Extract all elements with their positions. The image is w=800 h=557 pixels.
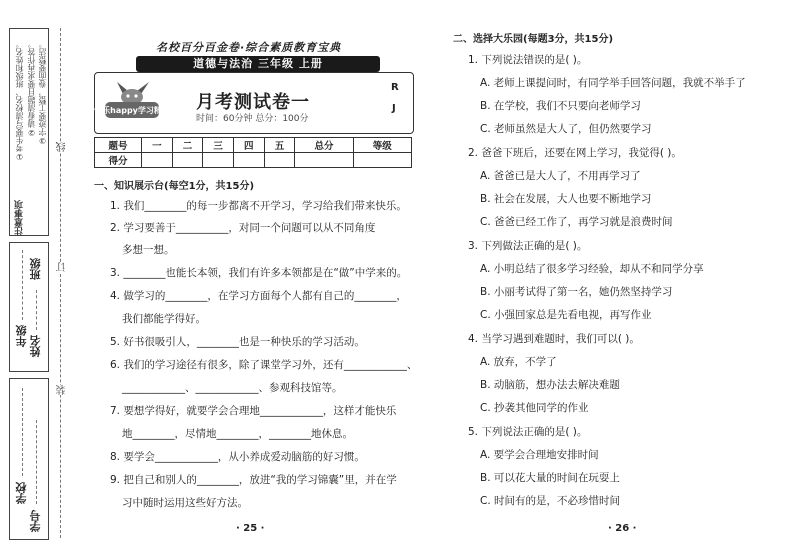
- s1-line: 4. 做学习的________，在学习方面每个人都有自己的________，: [110, 290, 407, 302]
- score-cell[interactable]: [172, 153, 203, 168]
- s2-line: A. 小明总结了很多学习经验，却从不和同学分享: [480, 263, 704, 275]
- s1-line: 习中随时运用这些好方法。: [122, 497, 248, 509]
- notes-line-3: ③字迹要工整，卷面要整洁。: [38, 40, 47, 145]
- col-header: 等级: [353, 138, 411, 153]
- notes-line-1: ①考生要写清校名、班级和姓名。: [15, 40, 24, 161]
- label-grade: 年级: [15, 325, 28, 347]
- cut-mark-zhuang: 装: [57, 385, 68, 395]
- score-value-row: [95, 153, 412, 168]
- s2-line: B. 小丽考试得了第一名，她仍然坚持学习: [480, 286, 673, 298]
- col-header: 一: [142, 138, 173, 153]
- score-cell[interactable]: [233, 153, 264, 168]
- s1-line: 7. 要想学得好，就要学会合理地____________，这样才能快乐: [110, 405, 397, 417]
- exam-time-total: 时间：60分钟 总分：100分: [196, 114, 309, 124]
- subject-banner: 道德与法治 三年级 上册: [136, 56, 380, 72]
- page-number-left: · 25 ·: [236, 523, 265, 534]
- cut-mark-xian: 线: [57, 142, 68, 152]
- col-header: 五: [264, 138, 295, 153]
- id-fill-line[interactable]: [36, 420, 37, 504]
- s2-line: B. 可以花大量的时间在玩耍上: [480, 472, 620, 484]
- page-title: 月考测试卷一: [196, 92, 310, 113]
- label-school: 学校: [15, 482, 28, 504]
- s2-line: A. 要学会合理地安排时间: [480, 449, 599, 461]
- col-header: 二: [172, 138, 203, 153]
- series-slogan: 名校百分百金卷·综合素质教育宝典: [156, 41, 342, 54]
- s2-line: B. 社会在发展，大人也要不断地学习: [480, 193, 652, 205]
- s2-line: A. 爸爸已是大人了，不用再学习了: [480, 170, 641, 182]
- s2-line: C. 时间有的是，不必珍惜时间: [480, 495, 621, 507]
- logo-text: 快乐happy学习精灵: [94, 106, 170, 115]
- s2-line: 1. 下列说法错误的是( )。: [468, 54, 588, 66]
- s2-line: C. 老师虽然是大人了，但仍然要学习: [480, 123, 652, 135]
- s1-line: 6. 我们的学习途径有很多，除了课堂学习外，还有____________、: [110, 359, 418, 371]
- s2-line: B. 在学校，我们不只要向老师学习: [480, 100, 641, 112]
- col-header: 三: [203, 138, 234, 153]
- notes-line-2: ②请看清题目要求再作答。: [27, 40, 36, 137]
- cut-mark-ding: 订: [57, 262, 68, 272]
- notes-heading: 注意事项: [15, 200, 25, 236]
- cut-line: [60, 28, 61, 538]
- score-table: [94, 137, 412, 168]
- s2-line: C. 爸爸已经工作了，再学习就是浪费时间: [480, 216, 673, 228]
- letter-r: R: [391, 82, 399, 93]
- letter-j: J: [392, 103, 396, 114]
- s1-line: ____________、____________、参观科技馆等。: [122, 382, 343, 394]
- s1-line: 1. 我们________的每一步都离不开学习，学习给我们带来快乐。: [110, 200, 407, 212]
- col-header: 四: [233, 138, 264, 153]
- s2-line: A. 放弃，不学了: [480, 356, 557, 368]
- s1-line: 多想一想。: [122, 244, 175, 256]
- col-header: 总分: [295, 138, 353, 153]
- score-cell[interactable]: [203, 153, 234, 168]
- s1-line: 3. ________也能长本领，我们有许多本领都是在“做”中学来的。: [110, 267, 408, 279]
- s1-line: 8. 要学会____________，从小养成爱动脑筋的好习惯。: [110, 451, 365, 463]
- s1-line: 我们都能学得好。: [122, 313, 206, 325]
- s2-line: C. 抄袭其他同学的作业: [480, 402, 589, 414]
- label-class: 班级: [29, 258, 42, 280]
- s1-line: 2. 学习要善于__________，对同一个问题可以从不同角度: [110, 222, 376, 234]
- section2-heading: 二、选择大乐园(每题3分，共15分): [453, 34, 614, 45]
- name-fill-line[interactable]: [36, 290, 37, 330]
- section1-heading: 一、知识展示台(每空1分，共15分): [94, 181, 255, 192]
- grade-fill-line[interactable]: [22, 250, 23, 320]
- label-name: 姓名: [29, 335, 42, 357]
- school-fill-line[interactable]: [22, 388, 23, 476]
- s2-line: 3. 下列做法正确的是( )。: [468, 240, 588, 252]
- s2-line: 4. 当学习遇到难题时，我们可以( )。: [468, 333, 640, 345]
- col-header: 题号: [95, 138, 142, 153]
- score-cell[interactable]: [295, 153, 353, 168]
- s2-line: B. 动脑筋，想办法去解决难题: [480, 379, 620, 391]
- row-label: 得分: [95, 153, 142, 168]
- happy-sprite-logo: [94, 80, 170, 120]
- s2-line: 5. 下列说法正确的是( )。: [468, 426, 588, 438]
- score-cell[interactable]: [264, 153, 295, 168]
- label-student-id: 学号: [29, 510, 42, 532]
- s1-line: 5. 好书很吸引人，________也是一种快乐的学习活动。: [110, 336, 365, 348]
- score-cell[interactable]: [142, 153, 173, 168]
- page-number-right: · 26 ·: [608, 523, 637, 534]
- score-cell[interactable]: [353, 153, 411, 168]
- s1-line: 9. 把自己和别人的________，放进“我的学习锦囊”里，并在学: [110, 474, 397, 486]
- s2-line: C. 小强回家总是先看电视，再写作业: [480, 309, 652, 321]
- s1-line: 地________，尽情地________，________地休息。: [122, 428, 353, 440]
- score-header-row: [95, 138, 412, 153]
- s2-line: A. 老师上课提问时，有同学举手回答问题，我就不举手了: [480, 77, 746, 89]
- s2-line: 2. 爸爸下班后，还要在网上学习，我觉得( )。: [468, 147, 682, 159]
